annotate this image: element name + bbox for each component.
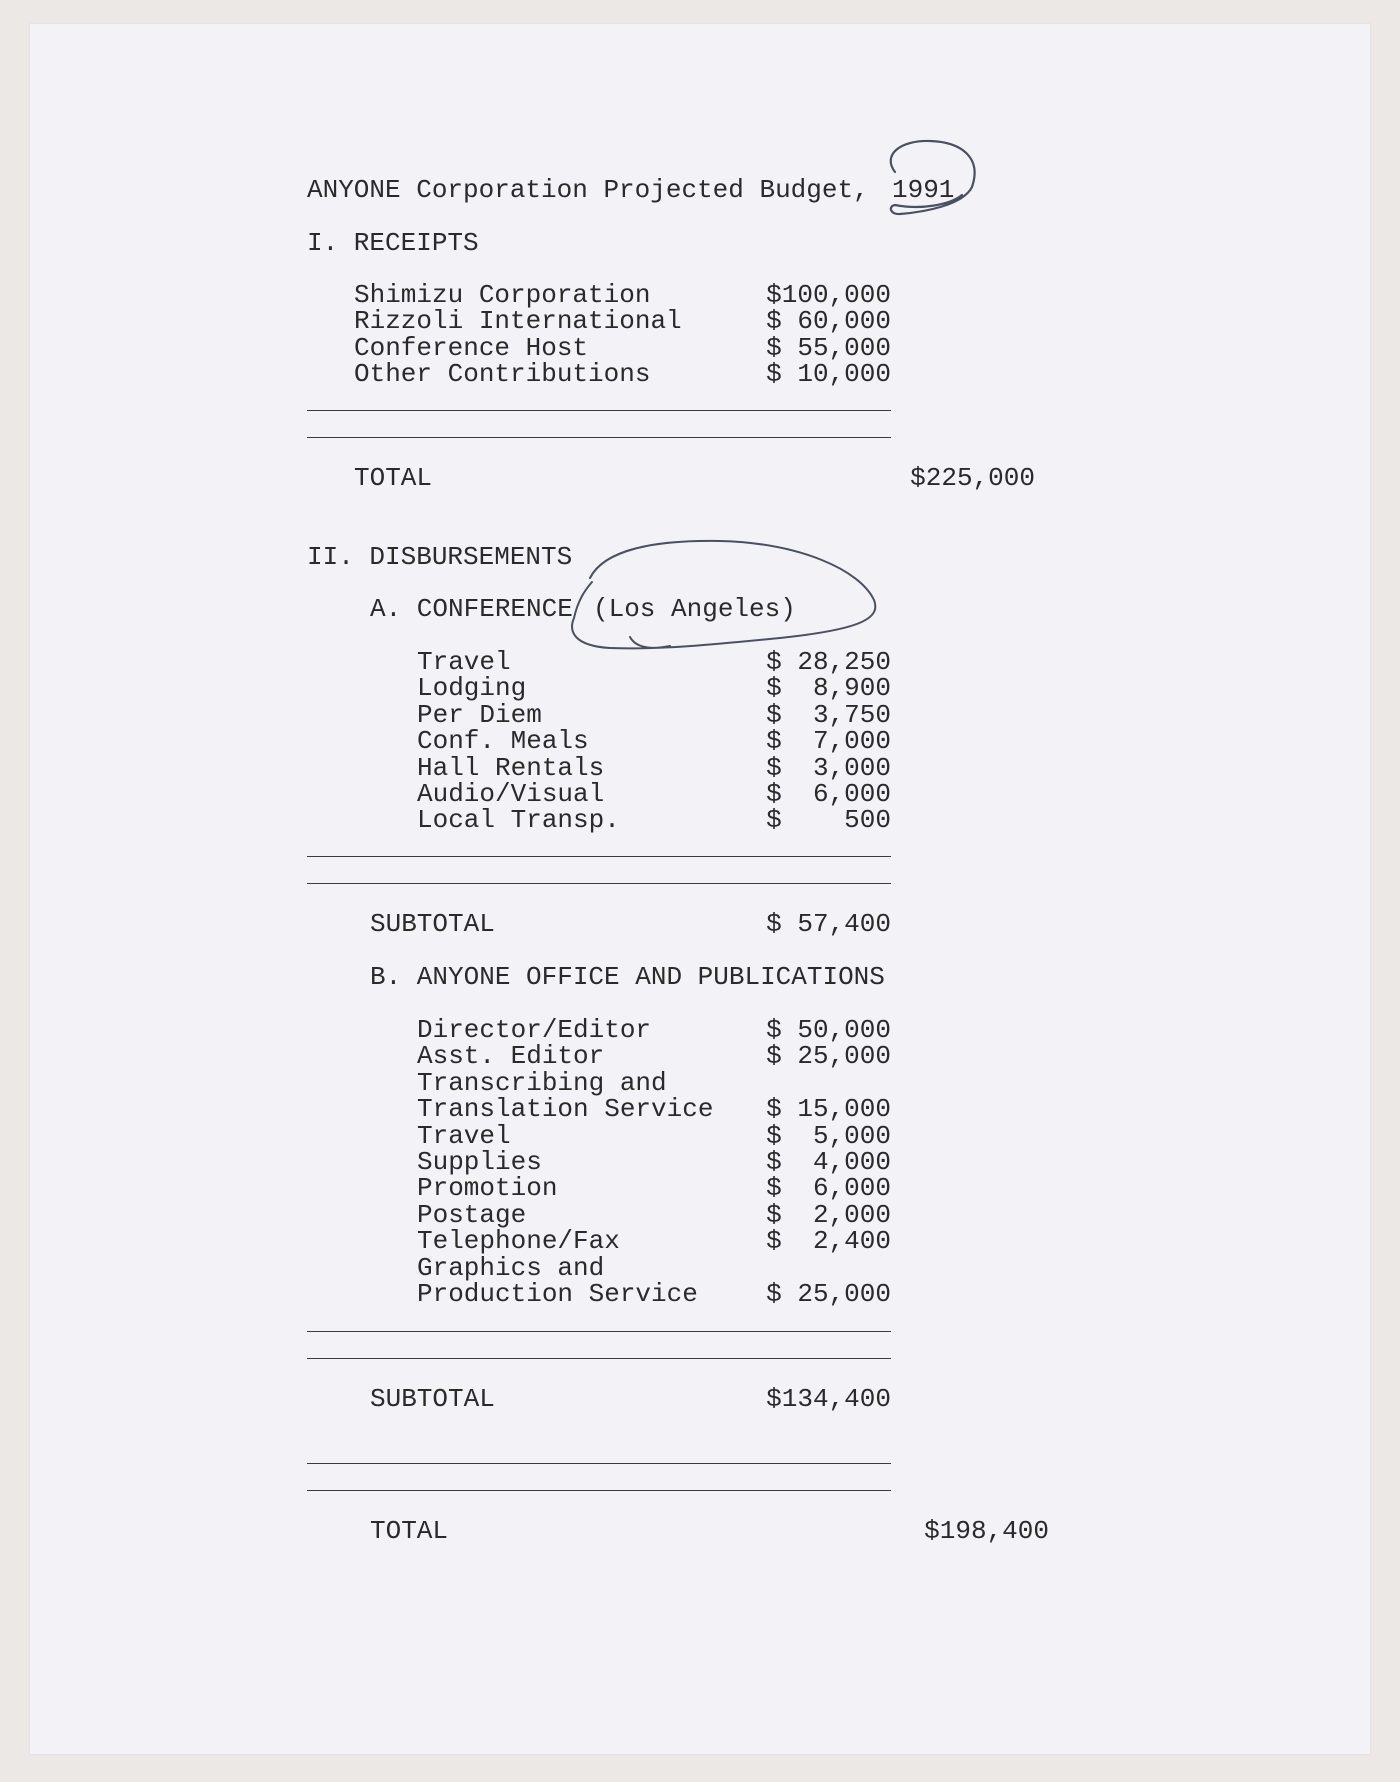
office-heading: B. ANYONE OFFICE AND PUBLICATIONS [370, 962, 885, 992]
office-item-amount: $ 25,000 [766, 1279, 891, 1309]
office-item-label: Director/Editor [417, 1015, 652, 1045]
conference-item-amount: $ 6,000 [766, 779, 891, 809]
receipts-heading: I. RECEIPTS [307, 228, 479, 258]
receipt-label: Conference Host [354, 333, 589, 363]
office-item-amount: $ 50,000 [766, 1015, 891, 1045]
conference-item-amount: $ 7,000 [766, 726, 891, 756]
office-item-label: Travel [417, 1121, 511, 1151]
conference-item-label: Lodging [417, 673, 527, 703]
divider-rule [307, 1331, 891, 1332]
conference-subtotal-label: SUBTOTAL [370, 909, 495, 939]
divider-rule [307, 437, 891, 438]
office-item-amount: $ 2,000 [766, 1200, 891, 1230]
conference-item-amount: $ 3,750 [766, 700, 891, 730]
office-subtotal-label: SUBTOTAL [370, 1384, 495, 1414]
office-item-label: Translation Service [417, 1094, 714, 1124]
conference-item-label: Travel [417, 647, 511, 677]
receipt-amount: $ 55,000 [766, 333, 891, 363]
conference-subtotal-amount: $ 57,400 [766, 909, 891, 939]
office-item-amount: $ 2,400 [766, 1226, 891, 1256]
receipt-amount: $100,000 [766, 280, 891, 310]
office-item-amount: $ 5,000 [766, 1121, 891, 1151]
office-item-label: Transcribing and [417, 1068, 667, 1098]
receipt-label: Shimizu Corporation [354, 280, 651, 310]
conference-location: (Los Angeles) [593, 594, 796, 624]
receipts-total-label: TOTAL [354, 463, 433, 493]
title-year: 1991 [892, 175, 955, 205]
divider-rule [307, 1358, 891, 1359]
conference-item-label: Audio/Visual [417, 779, 605, 809]
conference-item-amount: $ 500 [766, 805, 891, 835]
conference-item-label: Per Diem [417, 700, 542, 730]
receipt-amount: $ 10,000 [766, 359, 891, 389]
disbursements-total-amount: $198,400 [924, 1516, 1049, 1546]
document-title: ANYONE Corporation Projected Budget, [307, 175, 869, 205]
office-item-label: Telephone/Fax [417, 1226, 620, 1256]
office-item-label: Production Service [417, 1279, 698, 1309]
office-item-label: Postage [417, 1200, 527, 1230]
office-item-amount: $ 25,000 [766, 1041, 891, 1071]
office-item-label: Supplies [417, 1147, 542, 1177]
receipt-label: Rizzoli International [354, 306, 682, 336]
office-item-label: Graphics and [417, 1253, 605, 1283]
receipt-label: Other Contributions [354, 359, 651, 389]
receipts-total-amount: $225,000 [910, 463, 1035, 493]
office-item-amount: $ 6,000 [766, 1173, 891, 1203]
office-item-label: Asst. Editor [417, 1041, 605, 1071]
conference-item-amount: $ 3,000 [766, 753, 891, 783]
conference-item-label: Local Transp. [417, 805, 620, 835]
office-item-label: Promotion [417, 1173, 558, 1203]
office-item-amount: $ 4,000 [766, 1147, 891, 1177]
divider-rule [307, 410, 891, 411]
conference-item-label: Conf. Meals [417, 726, 589, 756]
disbursements-total-label: TOTAL [370, 1516, 449, 1546]
office-item-amount: $ 15,000 [766, 1094, 891, 1124]
conference-item-label: Hall Rentals [417, 753, 605, 783]
divider-rule [307, 1490, 891, 1491]
divider-rule [307, 883, 891, 884]
receipt-amount: $ 60,000 [766, 306, 891, 336]
conference-item-amount: $ 28,250 [766, 647, 891, 677]
conference-item-amount: $ 8,900 [766, 673, 891, 703]
office-subtotal-amount: $134,400 [766, 1384, 891, 1414]
disbursements-heading: II. DISBURSEMENTS [307, 542, 573, 572]
divider-rule [307, 856, 891, 857]
divider-rule [307, 1463, 891, 1464]
conference-heading: A. CONFERENCE [370, 594, 573, 624]
